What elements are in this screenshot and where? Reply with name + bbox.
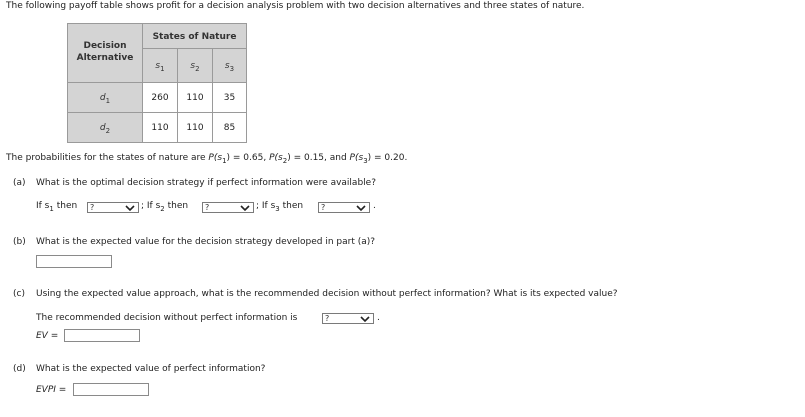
chevron-down-icon bbox=[240, 204, 250, 212]
row-d2-sub: 2 bbox=[105, 127, 111, 135]
strategy-s3-select[interactable] bbox=[318, 202, 370, 213]
state-s1-header bbox=[142, 48, 178, 83]
then2-text: then bbox=[167, 201, 189, 211]
decision-header bbox=[67, 23, 143, 83]
ev-strategy-input[interactable] bbox=[36, 255, 112, 268]
cell-d2-s2: 110 bbox=[177, 112, 213, 143]
part-a-if1 bbox=[36, 201, 77, 211]
prob-p1-rest: ) = 0.65, bbox=[226, 153, 267, 163]
prob-p2: P(s bbox=[269, 153, 283, 163]
part-a-question: What is the optimal decision strategy if perfect information were available? bbox=[36, 178, 376, 188]
cell-d1-s3: 35 bbox=[212, 82, 247, 113]
if3-sub: 3 bbox=[275, 205, 280, 213]
strategy-s1-select[interactable] bbox=[87, 202, 139, 213]
evpi-label: EVPI = bbox=[36, 385, 67, 395]
part-d-label: (d) bbox=[13, 364, 26, 374]
then3-text: then bbox=[282, 201, 304, 211]
if2-text: ; If s bbox=[141, 201, 161, 211]
part-d-question: What is the expected value of perfect information? bbox=[36, 364, 266, 374]
cell-d2-s3: 85 bbox=[212, 112, 247, 143]
part-c-end: . bbox=[377, 313, 380, 323]
prob-p2-rest: ) = 0.15, and bbox=[287, 153, 347, 163]
prob-p3-sub: 3 bbox=[363, 157, 368, 165]
ev-label: EV = bbox=[36, 331, 59, 341]
if3-text: ; If s bbox=[256, 201, 276, 211]
recommended-decision-value: ? bbox=[325, 314, 330, 323]
part-a-end: . bbox=[373, 201, 376, 211]
row-d1-sub: 1 bbox=[105, 97, 111, 105]
part-a-if2 bbox=[141, 201, 188, 211]
prob-p3-rest: ) = 0.20. bbox=[367, 153, 408, 163]
part-a-if3 bbox=[256, 201, 303, 211]
state-s2-symbol: s bbox=[190, 61, 196, 71]
state-s1-sub: 1 bbox=[160, 65, 165, 73]
state-s2-header bbox=[177, 48, 213, 83]
state-s2-sub: 2 bbox=[195, 65, 200, 73]
if1-sub: 1 bbox=[49, 205, 54, 213]
prob-p2-sub: 2 bbox=[282, 157, 288, 165]
part-c-question: Using the expected value approach, what is the recommended decision without perfect information? What is its expected value? bbox=[36, 289, 618, 299]
state-s1-symbol: s bbox=[155, 61, 161, 71]
if1-text: If s bbox=[36, 201, 50, 211]
evpi-input[interactable] bbox=[73, 383, 149, 396]
chevron-down-icon bbox=[360, 315, 370, 323]
row-d1-symbol: d bbox=[99, 93, 106, 103]
cell-d1-s2: 110 bbox=[177, 82, 213, 113]
states-header: States of Nature bbox=[142, 23, 247, 49]
row-d2-symbol: d bbox=[99, 123, 106, 133]
part-a-label: (a) bbox=[13, 178, 26, 188]
part-b-label: (b) bbox=[13, 237, 26, 247]
prob-p1: P(s bbox=[208, 153, 223, 163]
state-s3-header bbox=[212, 48, 247, 83]
state-s3-sub: 3 bbox=[229, 65, 235, 73]
state-s3-symbol: s bbox=[224, 61, 230, 71]
strategy-s3-value: ? bbox=[321, 203, 326, 212]
ev-input[interactable] bbox=[64, 329, 140, 342]
chevron-down-icon bbox=[356, 204, 366, 212]
decision-header-line2: Alternative bbox=[76, 53, 134, 63]
strategy-s2-value: ? bbox=[205, 203, 210, 212]
cell-d2-s1: 110 bbox=[142, 112, 178, 143]
part-c-label: (c) bbox=[13, 289, 25, 299]
prob-p1-sub: 1 bbox=[222, 157, 227, 165]
decision-header-line1: Decision bbox=[83, 41, 127, 51]
probabilities-text bbox=[6, 153, 407, 163]
row-d1-label bbox=[67, 82, 143, 113]
strategy-s1-value: ? bbox=[90, 203, 95, 212]
part-c-rec-text: The recommended decision without perfect information is bbox=[36, 313, 298, 323]
cell-d1-s1: 260 bbox=[142, 82, 178, 113]
chevron-down-icon bbox=[125, 204, 135, 212]
prob-p3: P(s bbox=[349, 153, 364, 163]
part-b-question: What is the expected value for the decision strategy developed in part (a)? bbox=[36, 237, 376, 247]
then1-text: then bbox=[56, 201, 78, 211]
if2-sub: 2 bbox=[160, 205, 165, 213]
intro-text: The following payoff table shows profit for a decision analysis problem with two decision alternatives and three states of nature. bbox=[6, 1, 585, 11]
recommended-decision-select[interactable] bbox=[322, 313, 374, 324]
prob-lead: The probabilities for the states of nature are bbox=[6, 153, 206, 163]
row-d2-label bbox=[67, 112, 143, 143]
strategy-s2-select[interactable] bbox=[202, 202, 254, 213]
